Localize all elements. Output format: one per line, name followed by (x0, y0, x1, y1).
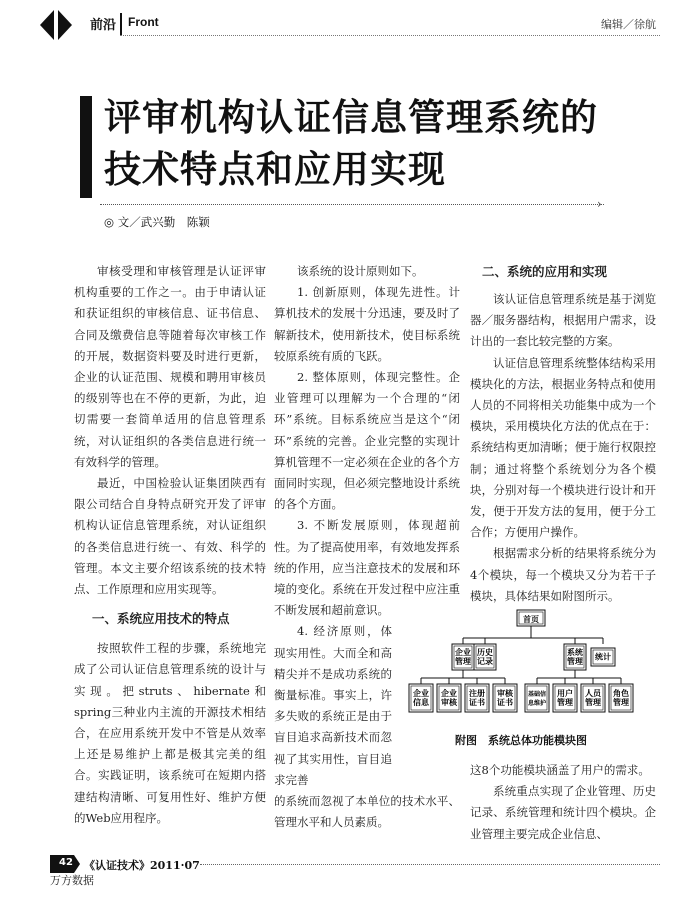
diagram-node-level1-label: 历史 (477, 648, 493, 657)
diagram-node-level2 (609, 684, 633, 712)
diagram-node-level1 (452, 644, 474, 670)
column-3 (470, 261, 656, 607)
col2-paragraph: 的系统而忽视了本单位的技术水平、管理水平和人员素质。 (274, 794, 460, 830)
diagram-node-level2-label: 审核 (441, 698, 457, 707)
header-divider (120, 13, 122, 35)
diagram-node-level2 (581, 684, 605, 712)
col2-paragraph: 该系统的设计原则如下。 (297, 264, 424, 278)
diagram-node-level2 (465, 684, 489, 712)
header-rule (120, 35, 660, 36)
diagram-node-level2-label: 企业 (413, 689, 429, 698)
diagram-node-level2-label: 用户 (557, 689, 573, 698)
footer-rule (200, 864, 660, 865)
diagram-node-level2-label: 息维护 (527, 700, 547, 707)
title-rule-arrow-icon: › (597, 197, 602, 211)
diagram-node-level1 (474, 644, 496, 670)
col2-paragraph: 1. 创新原则，体现先进性。计算机技术的发展十分迅速，要及时了解新技术，使用新技术，使目标系统较原系统有质的飞跃。 (274, 285, 460, 363)
diagram-node-level2-label: 证书 (469, 698, 485, 707)
diagram-root-label: 首页 (523, 615, 539, 624)
diagram-node-level2-label: 审核 (497, 689, 513, 698)
article-title (104, 92, 664, 196)
header-section-cn: 前沿 (90, 18, 117, 33)
diagram-node-level2 (437, 684, 461, 712)
diagram-node-level2-label: 管理 (585, 698, 601, 707)
col2-paragraph: 2. 整体原则，体现完整性。企业管理可以理解为一个合理的“闭环”系统。目标系统应当是这个“闭环”系统的完善。企业完整的实现计算机管理不一定必须在企业的各个方面同时实现，但必须完整地设计系统的各个方面。 (274, 370, 460, 512)
col3-paragraph: 系统重点实现了企业管理、历史记录、系统管理和统计四个模块。企业管理主要完成企业信息、 (470, 784, 656, 841)
journal-issue: 《认证技术》2011·07 (84, 859, 200, 872)
diagram-node-level1-label: 企业 (455, 648, 471, 657)
diagram-node-level1-label: 管理 (455, 657, 471, 666)
header-editor: 编辑／徐航 (601, 18, 656, 31)
article-authors: ◎ 文／武兴勤 陈颖 (104, 215, 210, 229)
col2-paragraph: 4. 经济原则，体现实用性。大而全和高精尖并不是成功系统的衡量标准。事实上，许多失败的系统正是由于盲目追求高新技术而忽视了其实用性，盲目追求完善 (274, 624, 392, 787)
col1-paragraph: 按照软件工程的步骤，系统地完成了公司认证信息管理系统的设计与实现。把struts、hibernate和spring三种业内主流的开源技术相结合，在应用系统开发中不管是从效率上还是易维护上都是极其完美的组合。实践证明，该系统可在短期内搭建结构清晰、可复用性好、维护方便的Web应用程序。 (74, 641, 266, 825)
title-line-2: 技术特点和应用实现 (104, 148, 446, 191)
header-arrow-mark (36, 10, 78, 40)
col3-paragraph: 根据需求分析的结果将系统分为4个模块，每一个模块又分为若干子模块，具体结果如附图所示。 (470, 546, 656, 603)
diagram-node-level1-label: 记录 (477, 657, 493, 666)
diagram-node-level2-label: 角色 (613, 689, 629, 698)
header-section-en: Front (128, 15, 159, 29)
title-accent-bar (80, 96, 92, 198)
column-3-continued (470, 760, 656, 845)
diagram-node-root (517, 610, 545, 626)
diagram-node-level2-label: 基础信 (527, 691, 547, 698)
diagram-node-level2-label: 注册 (469, 689, 485, 698)
page-number: 42 (59, 857, 73, 868)
diagram-node-level1-label: 统计 (595, 652, 611, 662)
diagram-node-level2 (553, 684, 577, 712)
diagram-node-level2-label: 企业 (441, 689, 457, 698)
diagram-node-level1-label: 系统 (567, 648, 583, 657)
watermark: 万方数据 (50, 874, 94, 887)
diagram-node-level2 (493, 684, 517, 712)
diagram-node-level2-label: 证书 (497, 698, 513, 707)
diagram-node-level2-label: 管理 (613, 698, 629, 707)
column-2 (274, 261, 460, 833)
title-rule (100, 204, 604, 205)
diagram-node-level1 (564, 644, 586, 670)
module-diagram (405, 608, 657, 728)
title-line-1: 评审机构认证信息管理系统的 (104, 96, 598, 139)
col3-paragraph: 认证信息管理系统整体结构采用模块化的方法，根据业务特点和使用人员的不同将相关功能集中成为一个模块，采用模块化方法的优点在于：系统结构更加清晰；便于施行权限控制；通过将整个系统划分为各个模块，分别对每一个模块进行设计和开发，便于开发方法的复用，便于分工合作；方便用户操作。 (470, 355, 656, 540)
section-heading-1: 一、系统应用技术的特点 (92, 611, 230, 627)
col2-paragraph: 3. 不断发展原则，体现超前性。为了提高使用率，有效地发挥系统的作用，应当注意技术的发展和环境的变化。系统在开发过程中应注重不断发展和超前意识。 (274, 518, 460, 618)
col3-paragraph: 该认证信息管理系统是基于浏览器／服务器结构，根据用户需求，设计出的一套比较完整的方案。 (470, 292, 656, 349)
diagram-node-level1-label: 管理 (567, 657, 583, 666)
diagram-node-level1 (591, 648, 615, 666)
diagram-node-level2 (409, 684, 433, 712)
diagram-node-level2-label: 信息 (413, 698, 429, 707)
section-heading-2: 二、系统的应用和实现 (482, 264, 608, 279)
col1-paragraph: 最近，中国检验认证集团陕西有限公司结合自身特点研究开发了评审机构认证信息管理系统，对认证组织的各类信息进行统一、有效、科学的管理。本文主要介绍该系统的技术特点、工作原理和应用实现等。 (74, 476, 266, 597)
diagram-caption: 附图 系统总体功能模块图 (455, 734, 587, 747)
column-1 (74, 261, 266, 829)
diagram-node-level2-label: 管理 (557, 698, 573, 707)
diagram-node-level2-label: 人员 (585, 689, 601, 698)
diagram-node-level2 (525, 684, 549, 712)
col1-paragraph: 审核受理和审核管理是认证评审机构重要的工作之一。由于申请认证和获证组织的审核信息、证书信息、合同及缴费信息等随着每次审核工作的开展，数据资料要及时进行更新，企业的认证范围、规模和聘用审核员的级别等也在不停的更新，为此，迫切需要一套简单适用的信息管理系统，对认证组织的各类信息进行统一有效科学的管理。 (74, 264, 266, 469)
col3-paragraph: 这8个功能模块涵盖了用户的需求。 (470, 763, 650, 777)
